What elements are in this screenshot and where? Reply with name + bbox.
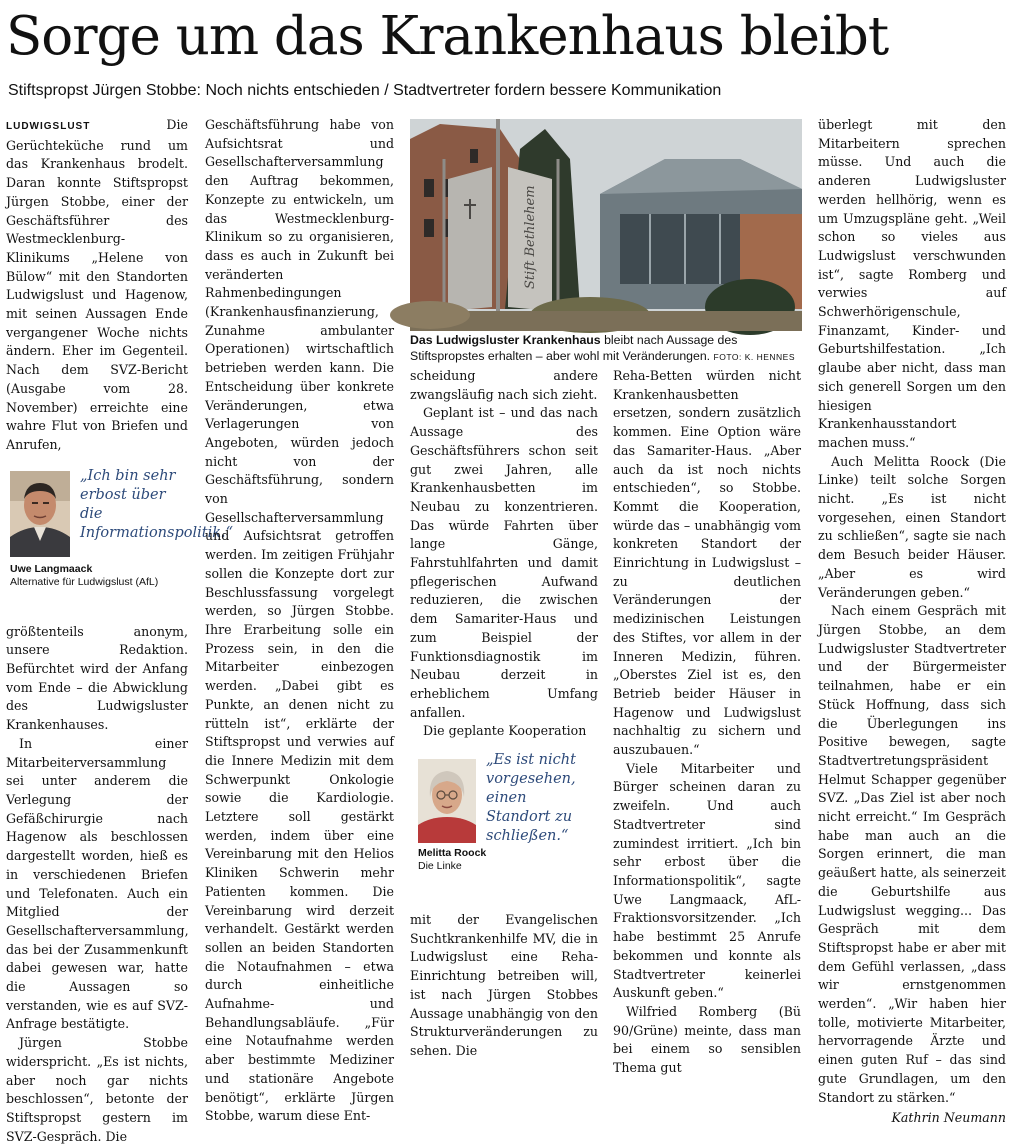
- portrait-image: [418, 759, 476, 843]
- article-paragraph: überlegt mit den Mitarbeitern sprechen müsse. Und auch die anderen Ludwigsluster werden hellhörig, wenn es um Umzugspläne geht. „Weil schon so vieles aus Ludwigslust verschwunden ist“, sagte Romberg und verwies auf Schwerhörigenschule, Finanzamt, Kinder- und Geburtshilfestation. „Ich glaube aber nicht, dass man sich generell Sorgen um den hiesigen Krankenhausstandort machen muss.“: [818, 117, 1006, 450]
- article-paragraph: größtenteils anonym, unsere Redaktion. Befürchtet wird der Anfang vom Ende – die Abwicklung des Ludwigsluster Krankenhauses.: [6, 623, 188, 733]
- article-column-5: [818, 116, 1006, 1126]
- article-paragraph: Wilfried Romberg (Bü 90/Grüne) meinte, dass man bei einem so sensiblen Thema gut: [613, 1003, 801, 1076]
- photo-caption: [410, 332, 804, 365]
- author-name: Kathrin Neumann: [891, 1110, 1006, 1126]
- headline: Sorge um das Krankenhaus bleibt: [6, 6, 889, 67]
- pull-quote: „Es ist nicht vorgesehen, einen Standort zu schließen.“: [486, 752, 576, 845]
- article-paragraph: Nach einem Gespräch mit Jürgen Stobbe, an dem Ludwigsluster Stadtvertreter und der Bürgermeister teilnahmen, habe er ein Stück Hoffnung, dass sich die Überlegungen ins Positive bewegen, sagte Stadtvertretungspräsident Helmut Schapper gegenüber SVZ. „Das Ziel ist aber noch nicht erreicht.“ Im Gespräch habe man auch an die Sorgen erinnert, die man geäußert hatte, als seinerzeit die Geburtshilfe aus Ludwigslust wegging... Das Gespräch mit dem Stiftspropst habe er aber mit dem Gefühl verlassen, „dass wir ernstgenommen werden“. „Wir haben hier tolle, motivierte Mitarbeiter, hervorragende Ärzte und einen guten Ruf – das sind gute Grundlagen, um den Standort zu stärken.“: [818, 603, 1006, 1105]
- pull-quote: „Ich bin sehr erbost über die Informationspolitik.“: [80, 467, 234, 541]
- article-column-4: [613, 367, 801, 1076]
- article-paragraph: Geschäftsführung habe von Aufsichtsrat und Gesellschafterversammlung den Auftrag bekommen, Konzepte zu entwickeln, um das Westmecklenburg-Klinikum so zu organisieren, dass es auch in Zukunft bei veränderten Rahmenbedingungen (Krankenhausfinanzierung, Zunahme ambulanter Operationen) wirtschaftlich betrieben werden kann. Die Entscheidung über konkrete Veränderungen, etwa Verlagerungen von Angeboten, würden jedoch nicht von der Geschäftsführung, sondern von Gesellschafterversammlung und Aufsichtsrat getroffen werden. Im zeitigen Frühjahr sollen die Konzepte dort zur Beschlussfassung vorgelegt werden, so Jürgen Stobbe. Ihre Erarbeitung solle ein Prozess sein, in den die Mitarbeiter einbezogen werden. „Dabei gibt es Punkte, an denen nicht zu rütteln ist“, erklärte der Stiftspropst und verwies auf die Innere Medizin mit dem Schwerpunkt Onkologie sowie die Kardiologie. Letztere soll gestärkt werden, indem über eine Vereinbarung mit den Helios Kliniken Schwerin mehr Patienten kommen. Die Vereinbarung wird derzeit verhandelt. Gestärkt werden sollen an beiden Standorten die Notaufnahmen – etwa durch einheitliche Aufnahme- und Behandlungsabläufe. „Für eine Notaufnahme werden aber bestimmte Mediziner und stationäre Angebote benötigt“, erklärte Jürgen Stobbe, warum diese Ent-: [205, 117, 394, 1124]
- article-paragraph: Auch Melitta Roock (Die Linke) teilt solche Sorgen nicht. „Es ist nicht vorgesehen, einen Standort zu schließen“, sagte sie nach dem Besuch beider Häuser. „Aber es wird Veränderungen geben.“: [818, 453, 1006, 600]
- article-paragraph: Geplant ist – und das nach Aussage des Geschäftsführers schon seit gut zwei Jahren, alle Krankenhausbetten im Neubau zu konzentrieren. Das würde Fahrten über lange Gänge, Fahrstuhlfahrten und damit pflegerischen Aufwand reduzieren, die zwischen dem Samariter-Haus und zum Beispiel der Funktionsdiagnostik im Neubau derzeit in erheblichem Umfang anfallen.: [410, 405, 598, 720]
- sign-text: Stift Bethlehem: [523, 185, 538, 289]
- photo-credit: FOTO: K. HENNES: [713, 352, 796, 362]
- article-paragraph: scheidung andere zwangsläufig nach sich zieht.: [410, 368, 598, 402]
- caption-lead: Das Ludwigsluster Krankenhaus: [410, 333, 601, 347]
- portrait-uwe-langmaack: [10, 471, 70, 557]
- caption-text: bleibt nach Aussage des Stiftspropstes erhalten – aber wohl mit Veränderungen.: [410, 333, 738, 363]
- subline: Stiftspropst Jürgen Stobbe: Noch nichts entschieden / Stadtvertreter fordern bessere Kommunikation: [8, 82, 722, 99]
- article-paragraph: [6, 116, 188, 455]
- hospital-photo: [410, 119, 802, 331]
- article-paragraph: Jürgen Stobbe widerspricht. „Es ist nichts, aber noch gar nichts beschlossen“, betonte der Stiftspropst gestern im SVZ-Gespräch. Die: [6, 1035, 188, 1144]
- article-column-2: [205, 116, 394, 1124]
- quote-person-role: Die Linke: [418, 860, 462, 873]
- quote-person-name: Melitta Roock: [418, 847, 487, 860]
- article-paragraph: Reha-Betten würden nicht Krankenhausbetten ersetzen, sondern zusätzlich kommen. Eine Option wäre das Samariter-Haus. „Aber auch da ist noch nichts entschieden“, so Stobbe. Kommt die Kooperation, würde das – unabhängig vom konkreten Standort der Einrichtung in Ludwigslust – zu deutlichen Veränderungen der medizinischen Leistungen des Stiftes, vor allem in der Inneren Medizin, führen. „Oberstes Ziel ist es, den Betrieb beider Häuser in Hagenow und Ludwigslust nachhaltig zu sichern und auszubauen.“: [613, 368, 801, 758]
- article-paragraph: Die geplante Kooperation: [423, 723, 587, 739]
- quote-person-name: Uwe Langmaack: [10, 562, 93, 575]
- article-column-1: [6, 116, 234, 1144]
- quote-box-langmaack: [6, 463, 234, 613]
- quote-box-roock: [410, 751, 598, 901]
- quote-person-role: Alternative für Ludwigslust (AfL): [10, 575, 159, 588]
- hospital-photo-image: [410, 119, 802, 331]
- portrait-image: [10, 471, 70, 557]
- article-paragraph: mit der Evangelischen Suchtkrankenhilfe MV, die in Ludwigslust eine Reha-Einrichtung betreiben will, ist nach Jürgen Stobbes Aussage unabhängig von den Strukturveränderungen zu sehen. Die: [410, 912, 598, 1058]
- article-paragraph: Viele Mitarbeiter und Bürger scheinen daran zu zweifeln. Und auch Stadtvertreter sind zumindest irritiert. „Ich bin sehr erbost über die Informationspolitik“, sagte Uwe Langmaack, AfL-Fraktionsvorsitzender. „Ich habe bestimmt 25 Anrufe bekommen und konnte als Stadtvertreter keinerlei Auskunft geben.“: [613, 760, 801, 1001]
- article-paragraph: In einer Mitarbeiterversammlung sei unter anderem die Verlegung der Gefäßchirurgie nach Hagenow als beschlossen dargestellt worden, hieß es in verschiedenen Briefen und Telefonaten. Auch ein Mitglied der Gesellschafterversammlung, das bei der Zusammenkunft dabei gewesen war, hatte die Aussagen so verstanden, wie es auf SVZ-Anfrage bestätigte.: [6, 735, 189, 1032]
- article-column-3: [410, 367, 598, 1058]
- paragraph-text: Die Gerüchteküche rund um das Krankenhaus brodelt. Daran konnte Stiftspropst Jürgen Stobbe, einer der Geschäftsführer des Westmecklenburg-Klinikums „Helene von Bülow“ mit den Standorten Ludwigslust und Hagenow, mit seinen Aussagen Ende vergangener Woche nichts ändern. Eher im Gegenteil. Nach dem SVZ-Bericht (Ausgabe vom 28. November) erreichte eine wahre Flut von Briefen und Anrufen,: [6, 117, 188, 452]
- portrait-melitta-roock: [418, 759, 476, 843]
- dateline: LUDWIGSLUST: [6, 121, 91, 132]
